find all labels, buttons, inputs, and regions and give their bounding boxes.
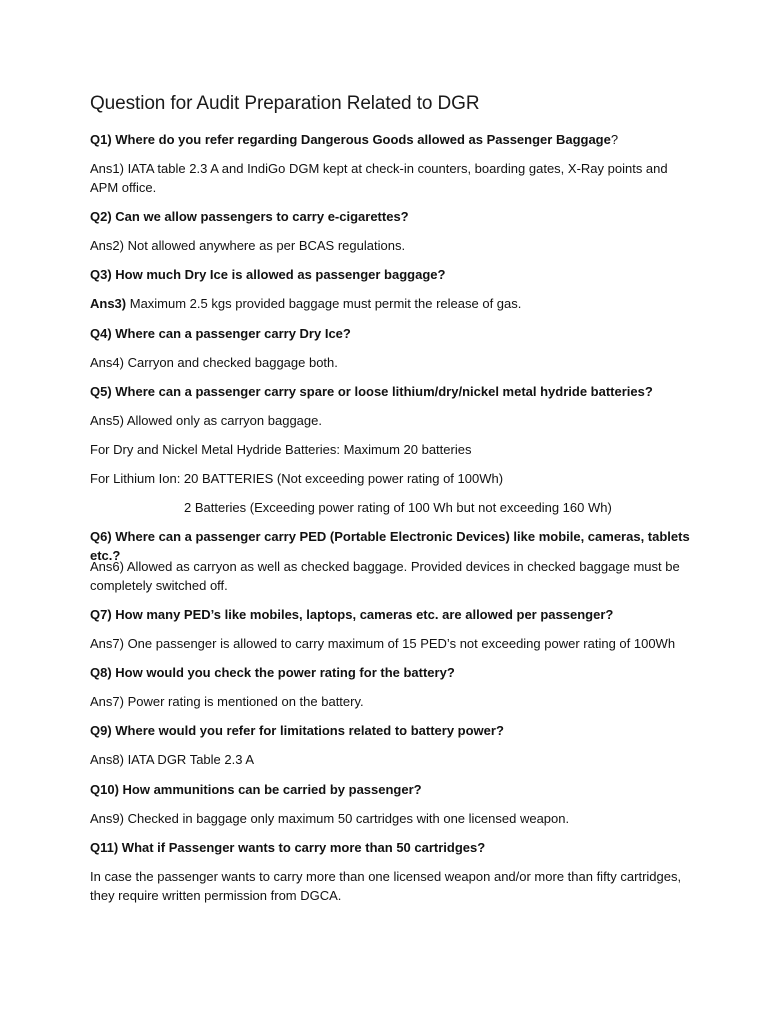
answer-4: Ans4) Carryon and checked baggage both. bbox=[90, 355, 338, 370]
question-1-mark: ? bbox=[610, 132, 619, 147]
answer-3-label: Ans3) bbox=[90, 296, 127, 311]
answer-3 bbox=[90, 294, 690, 313]
answer-3-text: Maximum 2.5 kgs provided baggage must permit the release of gas. bbox=[126, 296, 522, 311]
answer-5-line-2: For Dry and Nickel Metal Hydride Batteries: Maximum 20 batteries bbox=[90, 442, 472, 457]
answer-9: Ans8) IATA DGR Table 2.3 A bbox=[90, 752, 255, 767]
question-10: Q10) How ammunitions can be carried by passenger? bbox=[90, 782, 422, 797]
question-6: Q6) Where can a passenger carry PED (Portable Electronic Devices) like mobile, cameras, tablets etc.? bbox=[90, 529, 690, 563]
question-8: Q8) How would you check the power rating for the battery? bbox=[90, 665, 455, 680]
answer-10: Ans9) Checked in baggage only maximum 50 cartridges with one licensed weapon. bbox=[90, 811, 570, 826]
question-1-text: Q1) Where do you refer regarding Dangerous Goods allowed as Passenger Baggage bbox=[90, 132, 611, 147]
question-4: Q4) Where can a passenger carry Dry Ice? bbox=[90, 326, 351, 341]
answer-6: Ans6) Allowed as carryon as well as checked baggage. Provided devices in checked baggage must be completely switched off. bbox=[90, 559, 680, 593]
question-11: Q11) What if Passenger wants to carry more than 50 cartridges? bbox=[90, 840, 486, 855]
answer-7: Ans7) One passenger is allowed to carry maximum of 15 PED’s not exceeding power rating of 100Wh bbox=[90, 636, 676, 651]
answer-2: Ans2) Not allowed anywhere as per BCAS regulations. bbox=[90, 238, 406, 253]
question-5: Q5) Where can a passenger carry spare or loose lithium/dry/nickel metal hydride batteries? bbox=[90, 384, 653, 399]
answer-11: In case the passenger wants to carry more than one licensed weapon and/or more than fifty cartridges, they require written permission from DGCA. bbox=[90, 869, 682, 903]
answer-8: Ans7) Power rating is mentioned on the battery. bbox=[90, 694, 364, 709]
answer-1: Ans1) IATA table 2.3 A and IndiGo DGM kept at check-in counters, boarding gates, X-Ray points and APM office. bbox=[90, 161, 668, 195]
answer-5-line-4: 2 Batteries (Exceeding power rating of 100 Wh but not exceeding 160 Wh) bbox=[184, 500, 612, 515]
question-3: Q3) How much Dry Ice is allowed as passenger baggage? bbox=[90, 267, 446, 282]
question-9: Q9) Where would you refer for limitations related to battery power? bbox=[90, 723, 504, 738]
answer-5: Ans5) Allowed only as carryon baggage. bbox=[90, 413, 322, 428]
document-title: Question for Audit Preparation Related to DGR bbox=[90, 93, 480, 114]
answer-5-line-3: For Lithium Ion: 20 BATTERIES (Not exceeding power rating of 100Wh) bbox=[90, 471, 504, 486]
question-1 bbox=[90, 130, 690, 149]
question-2: Q2) Can we allow passengers to carry e-cigarettes? bbox=[90, 209, 409, 224]
question-7: Q7) How many PED’s like mobiles, laptops, cameras etc. are allowed per passenger? bbox=[90, 607, 614, 622]
